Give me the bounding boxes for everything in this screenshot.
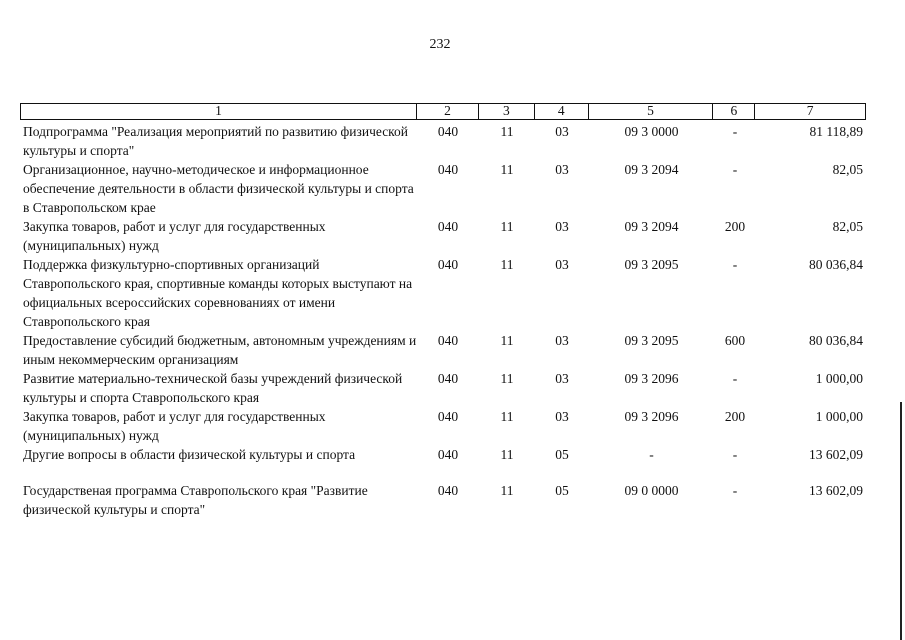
- header-col-5: 5: [589, 104, 714, 119]
- table-row: [20, 445, 866, 464]
- row-col-3: 11: [500, 257, 514, 272]
- row-col-5: 09 3 2094: [624, 162, 679, 177]
- row-col-6: -: [732, 371, 738, 386]
- table-row: [20, 217, 866, 255]
- row-col-6: 600: [724, 333, 746, 348]
- row-col-5: 09 3 2095: [624, 333, 679, 348]
- row-col-4: 03: [555, 371, 569, 386]
- row-col-2: 040: [437, 333, 459, 348]
- header-col-6: 6: [713, 104, 755, 119]
- row-col-5: 09 3 2095: [624, 257, 679, 272]
- row-name: Закупка товаров, работ и услуг для государственных (муниципальных) нужд: [23, 409, 326, 443]
- row-col-3: 11: [500, 162, 514, 177]
- table-header: [20, 103, 866, 120]
- row-col-5: 09 3 0000: [624, 124, 679, 139]
- table-row: [20, 255, 866, 331]
- row-name: Государственая программа Ставропольского края "Развитие физической культуры и спорта": [23, 483, 368, 517]
- table-row: [20, 369, 866, 407]
- row-col-3: 11: [500, 447, 514, 462]
- row-col-6: 200: [724, 409, 746, 424]
- row-col-3: 11: [500, 333, 514, 348]
- row-name: Другие вопросы в области физической культуры и спорта: [23, 447, 356, 462]
- row-name: Предоставление субсидий бюджетным, автономным учреждениям и иным некоммерческим организациям: [23, 333, 417, 367]
- row-col-4: 05: [555, 447, 569, 462]
- row-amount: 80 036,84: [809, 257, 863, 272]
- row-col-3: 11: [500, 219, 514, 234]
- row-col-4: 03: [555, 162, 569, 177]
- row-col-3: 11: [500, 371, 514, 386]
- header-col-3: 3: [479, 104, 535, 119]
- row-col-2: 040: [437, 124, 459, 139]
- row-col-4: 03: [555, 124, 569, 139]
- header-col-1: 1: [21, 104, 417, 119]
- row-col-6: 200: [724, 219, 746, 234]
- table-body: [20, 122, 866, 519]
- scan-edge-line: [900, 402, 902, 640]
- row-col-2: 040: [437, 257, 459, 272]
- row-col-3: 11: [500, 483, 514, 498]
- row-name: Закупка товаров, работ и услуг для государственных (муниципальных) нужд: [23, 219, 326, 253]
- row-col-6: -: [732, 162, 738, 177]
- row-col-2: 040: [437, 219, 459, 234]
- row-col-6: -: [732, 124, 738, 139]
- row-name: Подпрограмма "Реализация мероприятий по развитию физической культуры и спорта": [23, 124, 409, 158]
- row-spacer: [20, 464, 866, 481]
- row-col-6: -: [732, 257, 738, 272]
- row-col-2: 040: [437, 483, 459, 498]
- table-row: [20, 160, 866, 217]
- row-amount: 80 036,84: [809, 333, 863, 348]
- row-amount: 13 602,09: [809, 447, 863, 462]
- row-col-2: 040: [437, 371, 459, 386]
- row-name: Поддержка физкультурно-спортивных организаций Ставропольского края, спортивные команды которых выступают на официальных всероссийских соревнованиях от имени Ставропольского края: [23, 257, 413, 329]
- row-name: Организационное, научно-методическое и информационное обеспечение деятельности в области физической культуры и спорта в Ставропольском крае: [23, 162, 414, 215]
- row-col-5: 09 0 0000: [624, 483, 679, 498]
- table-row: [20, 122, 866, 160]
- header-col-2: 2: [417, 104, 479, 119]
- row-col-4: 03: [555, 257, 569, 272]
- row-col-5: -: [649, 447, 654, 462]
- page-number: 232: [429, 37, 451, 52]
- row-col-2: 040: [437, 162, 459, 177]
- row-col-6: -: [732, 447, 738, 462]
- row-amount: 1 000,00: [815, 409, 863, 424]
- table-row: [20, 481, 866, 519]
- header-col-4: 4: [535, 104, 589, 119]
- row-amount: 82,05: [832, 219, 863, 234]
- row-amount: 1 000,00: [815, 371, 863, 386]
- row-amount: 13 602,09: [809, 483, 863, 498]
- row-col-3: 11: [500, 409, 514, 424]
- table-row: [20, 331, 866, 369]
- row-col-5: 09 3 2096: [624, 371, 679, 386]
- row-col-6: -: [732, 483, 738, 498]
- table-row: [20, 407, 866, 445]
- row-col-4: 03: [555, 409, 569, 424]
- row-col-2: 040: [437, 447, 459, 462]
- row-col-3: 11: [500, 124, 514, 139]
- row-col-4: 03: [555, 333, 569, 348]
- header-col-7: 7: [806, 103, 814, 118]
- row-col-5: 09 3 2094: [624, 219, 679, 234]
- row-col-5: 09 3 2096: [624, 409, 679, 424]
- row-col-4: 03: [555, 219, 569, 234]
- row-amount: 81 118,89: [809, 124, 863, 139]
- row-col-4: 05: [555, 483, 569, 498]
- row-col-2: 040: [437, 409, 459, 424]
- row-name: Развитие материально-технической базы учреждений физической культуры и спорта Ставропольского края: [23, 371, 403, 405]
- row-amount: 82,05: [832, 162, 863, 177]
